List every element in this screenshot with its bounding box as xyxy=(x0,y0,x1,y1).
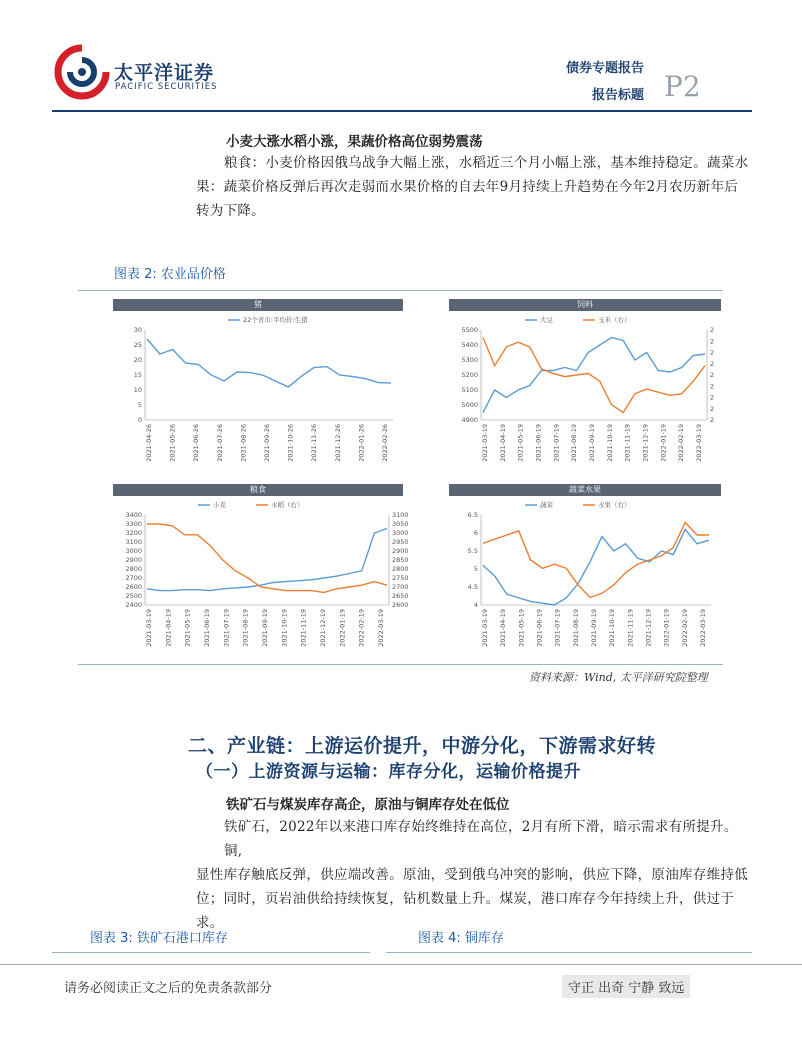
report-type: 债券专题报告 xyxy=(566,61,645,76)
y-tick-label: 5200 xyxy=(461,371,478,379)
chart-title-feed: 饲料 xyxy=(449,299,721,311)
y-tick-label: 2400 xyxy=(125,601,142,609)
y-tick-label: 4 xyxy=(473,601,478,609)
y2-tick-label: 2 xyxy=(710,348,715,357)
section1-subhead: 小麦大涨水稻小涨，果蔬价格高位弱势震荡 xyxy=(226,134,483,150)
para-line: 显性库存触底反弹，供应端改善。原油，受到俄乌冲突的影响，供应下降，原油库存维持低 xyxy=(196,867,748,883)
figure2-bottom-rule xyxy=(78,664,723,665)
y-tick-label: 3200 xyxy=(125,529,142,537)
x-tick-label: 2021-03-19 xyxy=(481,609,489,647)
series-line xyxy=(483,529,709,605)
x-tick-label: 2021-05-19 xyxy=(183,609,192,647)
y-tick-label: 5300 xyxy=(461,356,478,364)
figure4-rule xyxy=(386,952,752,953)
x-tick-label: 2021-08-19 xyxy=(241,609,250,647)
x-tick-label: 2021-12-19 xyxy=(641,424,650,462)
chart-feed xyxy=(449,312,721,472)
para-line: 铁矿石，2022年以来港口库存始终维持在高位，2月有所下滑，暗示需求有所提升。铜, xyxy=(224,819,738,859)
y-tick-label: 2600 xyxy=(125,583,142,591)
legend-label: 水稻（右） xyxy=(271,501,304,509)
y-tick-label: 5500 xyxy=(461,326,478,334)
y2-tick-label: 2650 xyxy=(392,592,409,600)
y-tick-label: 2700 xyxy=(125,574,142,582)
y-tick-label: 15 xyxy=(133,371,142,379)
y2-tick-label: 2 xyxy=(710,393,715,402)
y-tick-label: 5400 xyxy=(461,341,478,349)
y2-tick-label: 2950 xyxy=(392,538,409,546)
para-line: 位；同时，页岩油供给持续恢复，钻机数量上升。煤炭，港口库存今年持续上升，供过于求。 xyxy=(196,891,735,931)
x-tick-label: 2021-11-19 xyxy=(623,424,632,462)
figure3-rule xyxy=(52,952,370,953)
y2-tick-label: 2 xyxy=(710,326,715,334)
legend-label: 22个省市:平均价:生猪 xyxy=(243,316,308,324)
footer-motto: 守正 出奇 宁静 致远 xyxy=(562,975,690,998)
y2-tick-label: 2600 xyxy=(392,601,409,609)
y-tick-label: 3400 xyxy=(125,511,142,519)
section2-paragraph xyxy=(196,815,756,935)
chart-title-pork: 猪 xyxy=(113,299,403,311)
figure3-label: 图表 3: 铁矿石港口库存 xyxy=(90,931,228,946)
legend-label: 玉米（右） xyxy=(598,316,631,324)
y-tick-label: 2800 xyxy=(125,565,142,573)
figure2-source: 资料来源：Wind, 太平洋研究院整理 xyxy=(529,671,708,684)
figure2-label: 图表 2: 农业品价格 xyxy=(114,267,226,282)
y-tick-label: 2900 xyxy=(125,556,142,564)
y-tick-label: 4900 xyxy=(461,416,478,424)
y2-tick-label: 2 xyxy=(710,337,715,346)
y-tick-label: 0 xyxy=(137,416,142,424)
series-line xyxy=(483,338,705,413)
figure2-top-rule xyxy=(78,290,723,291)
x-tick-label: 2021-12-26 xyxy=(333,424,342,462)
x-tick-label: 2021-06-19 xyxy=(534,424,543,462)
chart-veg-fruit xyxy=(449,497,721,657)
y-tick-label: 6.5 xyxy=(467,511,478,519)
x-tick-label: 2021-06-19 xyxy=(203,609,211,647)
x-tick-label: 2022-01-26 xyxy=(357,424,366,462)
legend-label: 蔬菜 xyxy=(540,501,553,509)
x-tick-label: 2021-12-19 xyxy=(319,609,327,647)
report-title: 报告标题 xyxy=(592,88,645,103)
y-tick-label: 2500 xyxy=(125,592,142,600)
y2-tick-label: 2 xyxy=(710,371,715,379)
x-tick-label: 2021-05-19 xyxy=(517,609,526,647)
company-logo xyxy=(52,42,112,102)
legend-label: 大豆 xyxy=(540,316,553,324)
x-tick-label: 2022-02-19 xyxy=(680,609,689,647)
x-tick-label: 2022-01-19 xyxy=(662,609,671,647)
x-tick-label: 2021-10-19 xyxy=(605,424,614,462)
x-tick-label: 2021-12-19 xyxy=(644,609,653,647)
y-tick-label: 5000 xyxy=(461,401,478,409)
x-tick-label: 2021-04-26 xyxy=(145,424,153,462)
y2-tick-label: 2700 xyxy=(392,583,409,591)
x-tick-label: 2021-11-19 xyxy=(299,609,308,647)
company-name-en: PACIFIC SECURITIES xyxy=(115,82,218,92)
x-tick-label: 2021-07-19 xyxy=(222,609,231,647)
chart-grain xyxy=(113,497,409,657)
x-tick-label: 2021-09-26 xyxy=(263,424,271,462)
x-tick-label: 2022-02-26 xyxy=(381,424,389,462)
x-tick-label: 2021-04-19 xyxy=(164,609,173,647)
y-tick-label: 3300 xyxy=(125,520,142,528)
y-tick-label: 5 xyxy=(137,401,142,409)
x-tick-label: 2021-11-19 xyxy=(626,609,635,647)
y2-tick-label: 2750 xyxy=(392,574,409,582)
series-line xyxy=(147,529,387,591)
y2-tick-label: 2850 xyxy=(392,556,409,564)
x-tick-label: 2021-05-26 xyxy=(168,424,177,462)
x-tick-label: 2021-03-19 xyxy=(481,424,489,462)
section1-paragraph xyxy=(196,151,756,223)
series-line xyxy=(483,523,709,598)
x-tick-label: 2021-08-19 xyxy=(571,609,580,647)
y2-tick-label: 2800 xyxy=(392,565,409,573)
x-tick-label: 2022-01-19 xyxy=(338,609,347,647)
y2-tick-label: 2 xyxy=(710,382,715,391)
x-tick-label: 2021-05-19 xyxy=(516,424,525,462)
x-tick-label: 2021-03-19 xyxy=(145,609,153,647)
x-tick-label: 2022-03-19 xyxy=(695,424,703,462)
footer-disclaimer: 请务必阅读正文之后的免责条款部分 xyxy=(64,981,273,996)
series-line xyxy=(147,524,387,592)
header-rule xyxy=(52,110,752,112)
y-tick-label: 30 xyxy=(133,326,142,334)
x-tick-label: 2021-09-19 xyxy=(261,609,269,647)
x-tick-label: 2022-03-19 xyxy=(699,609,707,647)
y-tick-label: 6 xyxy=(473,529,478,537)
y-tick-label: 5 xyxy=(473,565,478,573)
y2-tick-label: 3100 xyxy=(392,511,409,519)
y2-tick-label: 3050 xyxy=(392,520,409,528)
x-tick-label: 2021-09-19 xyxy=(588,424,596,462)
x-tick-label: 2022-02-19 xyxy=(357,609,366,647)
y2-tick-label: 3000 xyxy=(392,529,409,537)
para-line: 粮食：小麦价格因俄乌战争大幅上涨，水稻近三个月小幅上涨，基本维持稳定。蔬菜水 xyxy=(224,155,749,171)
x-tick-label: 2021-07-19 xyxy=(553,609,562,647)
y-tick-label: 20 xyxy=(133,356,142,364)
x-tick-label: 2021-04-19 xyxy=(498,424,507,462)
x-tick-label: 2021-08-19 xyxy=(570,424,579,462)
figure4-label: 图表 4: 铜库存 xyxy=(418,931,504,946)
y-tick-label: 10 xyxy=(133,386,142,394)
x-tick-label: 2021-09-19 xyxy=(590,609,598,647)
y-tick-label: 5.5 xyxy=(467,547,478,555)
legend-label: 水果（右） xyxy=(598,501,631,509)
legend-label: 小麦 xyxy=(213,501,226,509)
y2-tick-label: 2 xyxy=(710,359,715,368)
x-tick-label: 2021-06-26 xyxy=(192,424,201,462)
chart-title-veg-fruit: 蔬菜水果 xyxy=(449,484,721,496)
x-tick-label: 2021-06-19 xyxy=(535,609,544,647)
series-line xyxy=(147,339,391,387)
para-line: 转为下降。 xyxy=(196,203,265,219)
y-tick-label: 25 xyxy=(133,341,142,349)
page-mark: P2 xyxy=(664,70,701,103)
x-tick-label: 2022-02-19 xyxy=(677,424,686,462)
y2-tick-label: 2 xyxy=(710,404,715,413)
x-tick-label: 2021-10-26 xyxy=(286,424,295,462)
company-name-cn: 太平洋证券 xyxy=(114,62,215,84)
x-tick-label: 2021-10-19 xyxy=(280,609,289,647)
section2-title: 二、产业链：上游运价提升，中游分化，下游需求好转 xyxy=(188,735,657,757)
section2-subhead: 铁矿石与煤炭库存高企，原油与铜库存处在低位 xyxy=(226,797,510,813)
y-tick-label: 4.5 xyxy=(467,583,478,591)
footer-rule xyxy=(0,964,802,965)
para-line: 果：蔬菜价格反弹后再次走弱而水果价格的自去年9月持续上升趋势在今年2月农历新年后 xyxy=(196,179,739,195)
y2-tick-label: 2900 xyxy=(392,547,409,555)
chart-title-grain: 粮食 xyxy=(113,484,403,496)
y-tick-label: 5100 xyxy=(461,386,478,394)
x-tick-label: 2021-11-26 xyxy=(310,424,319,462)
section2-subtitle: （一）上游资源与运输：库存分化，运输价格提升 xyxy=(196,762,581,782)
y-tick-label: 3000 xyxy=(125,547,142,555)
y2-tick-label: 2 xyxy=(710,416,715,424)
x-tick-label: 2022-03-19 xyxy=(377,609,385,647)
y-tick-label: 3100 xyxy=(125,538,142,546)
x-tick-label: 2021-10-19 xyxy=(608,609,617,647)
x-tick-label: 2021-08-26 xyxy=(239,424,248,462)
x-tick-label: 2022-01-19 xyxy=(659,424,668,462)
x-tick-label: 2021-04-19 xyxy=(499,609,508,647)
chart-pork xyxy=(113,312,403,472)
x-tick-label: 2021-07-19 xyxy=(552,424,561,462)
x-tick-label: 2021-07-26 xyxy=(215,424,224,462)
logo-mark-icon xyxy=(52,42,112,102)
